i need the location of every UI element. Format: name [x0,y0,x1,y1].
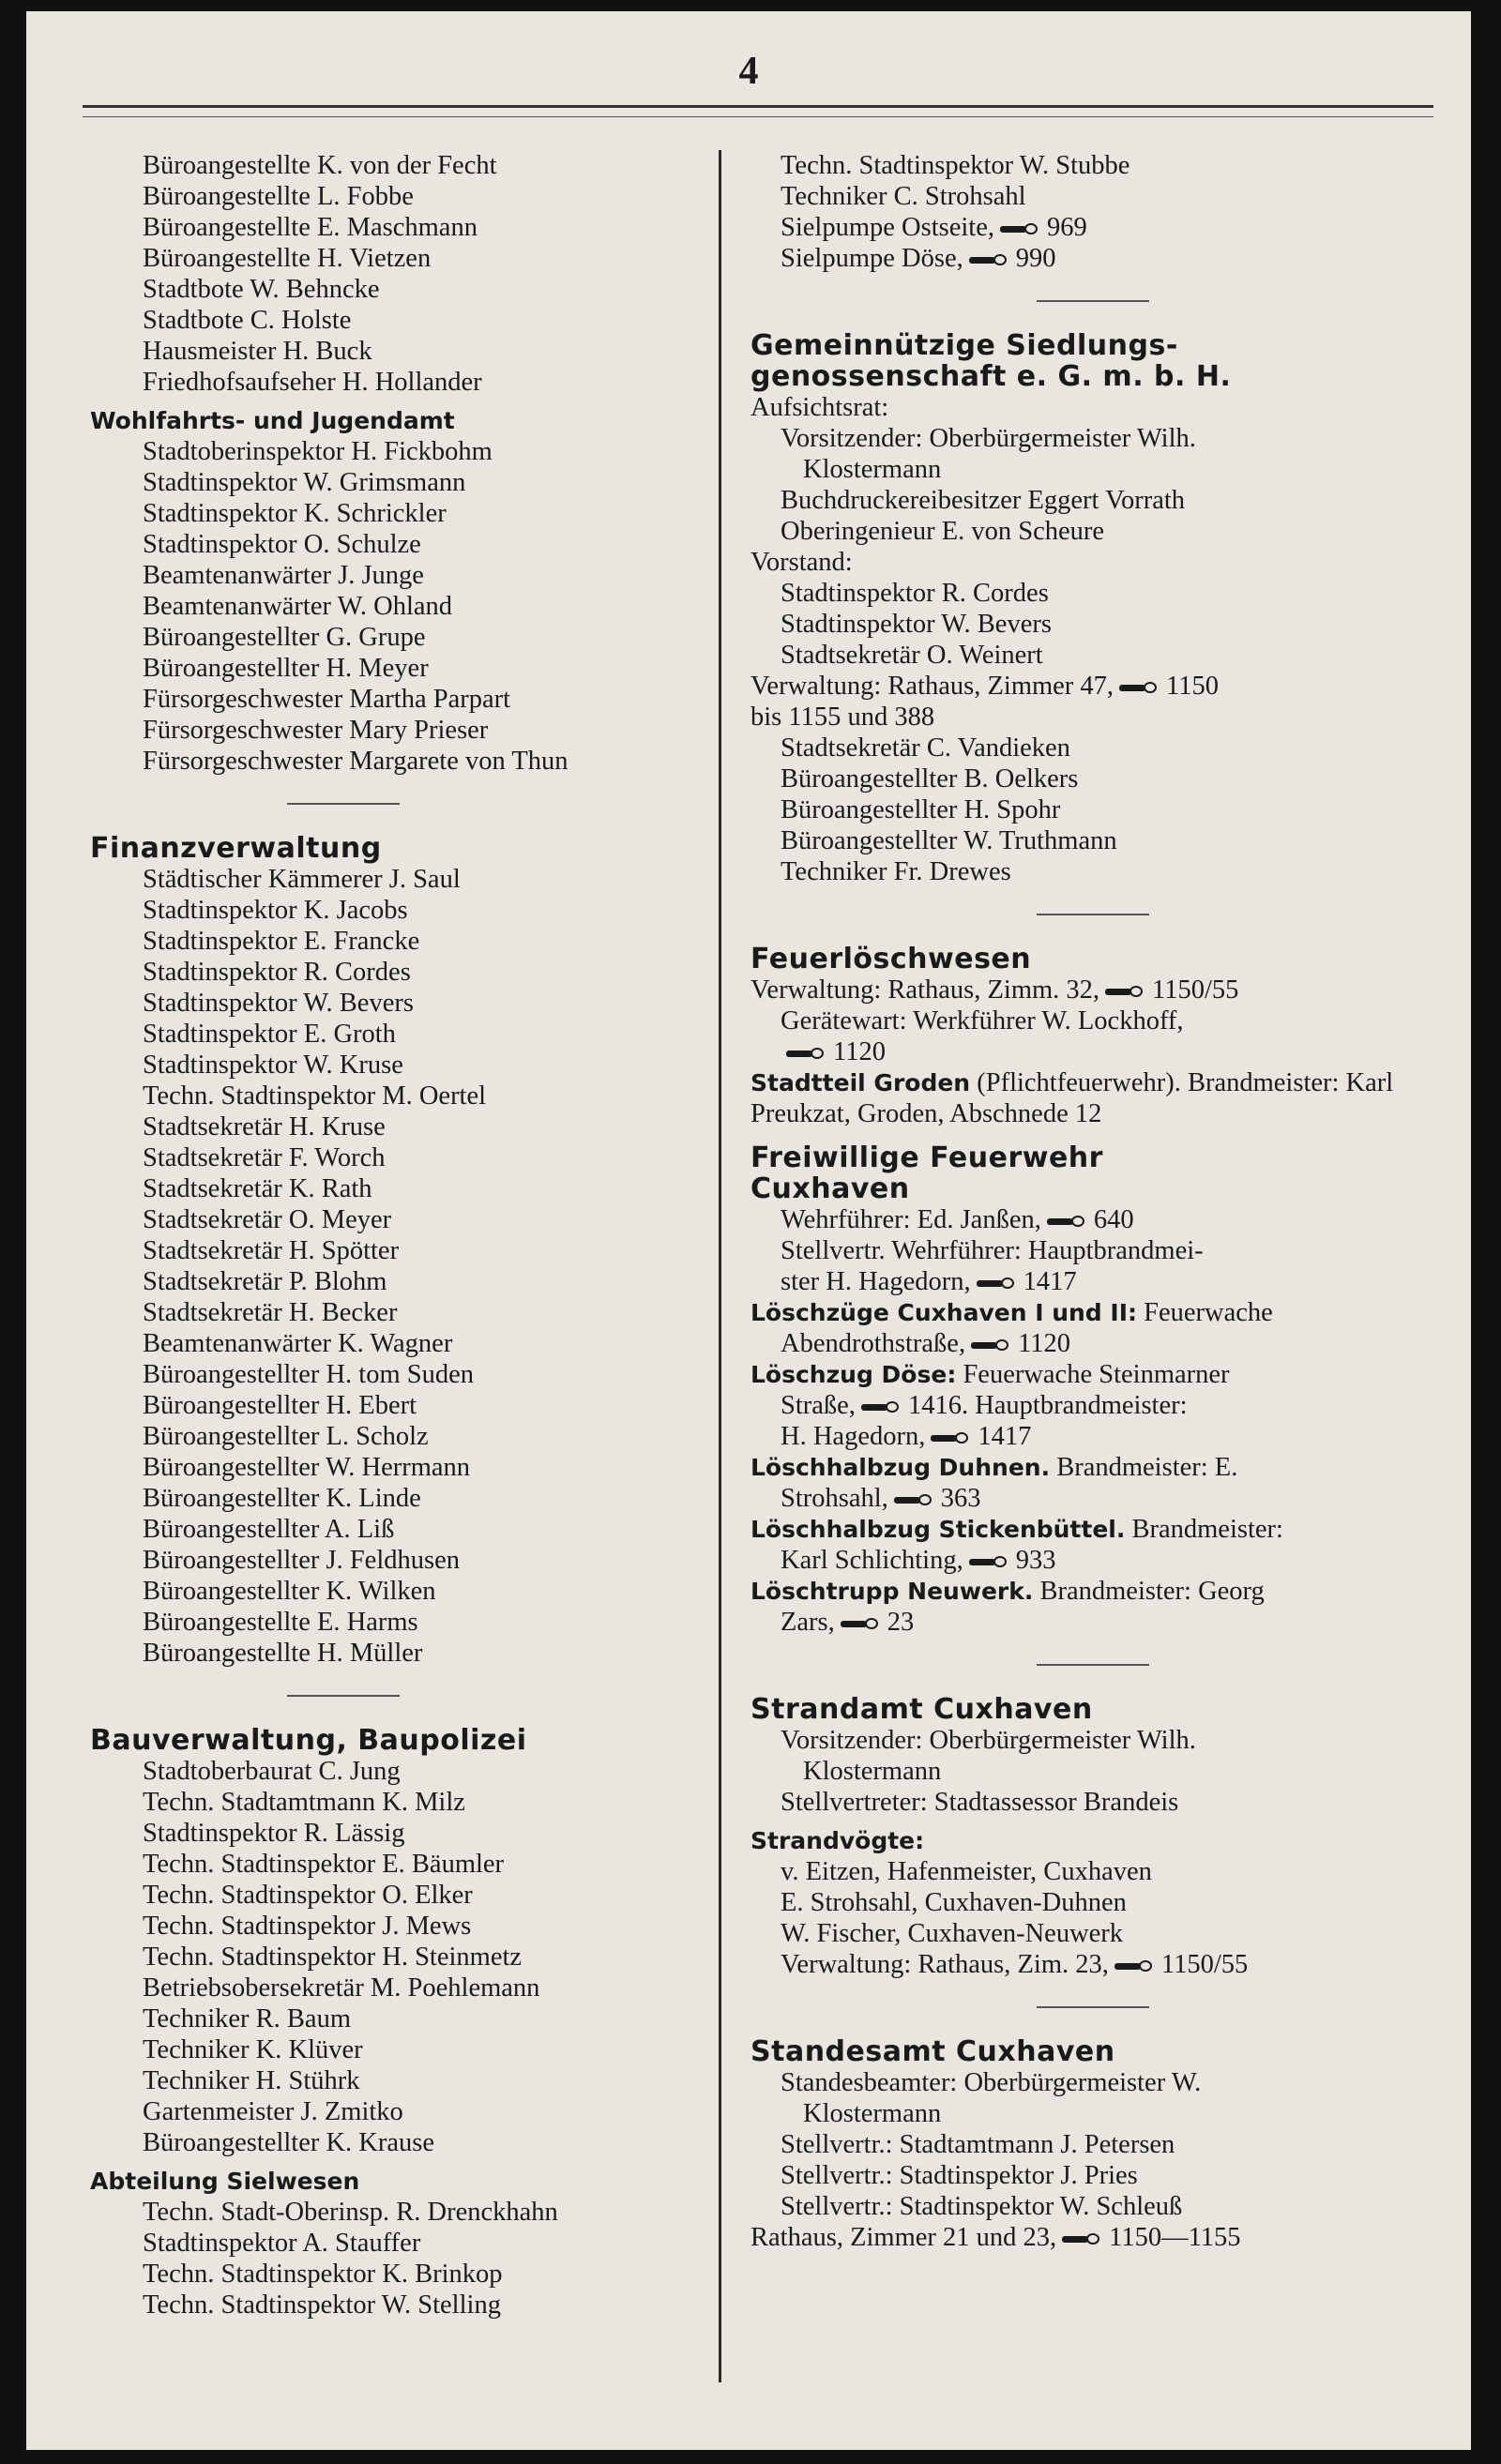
list-item: Techn. Stadtinspektor W. Stelling [143,2290,501,2320]
entry-text: Verwaltung: Rathaus, Zimm. 32, [750,975,1100,1005]
list-item: Klostermann [803,455,942,484]
entry-text: Strohsahl, [781,1484,888,1513]
entry-text: Verwaltung: Rathaus, Zimmer 47, [750,672,1114,701]
entry-text: Zars, [781,1608,835,1637]
list-item: Beamtenanwärter J. Junge [143,561,424,590]
phone-number: 363 [940,1484,981,1513]
list-item [750,1576,1435,1607]
list-item: Stadtinspektor R. Cordes [143,958,411,987]
section-separator [1037,300,1149,302]
telephone-icon [841,1618,882,1629]
list-item: Stellvertr. Wehrführer: Hauptbrandmei- [781,1236,1204,1265]
list-item: Techn. Stadtinspektor E. Bäumler [143,1850,505,1879]
list-item: Beamtenanwärter K. Wagner [143,1329,453,1358]
list-item: Friedhofsaufseher H. Hollander [143,368,482,397]
entry-label: Löschzug Döse: [750,1361,957,1388]
list-item: E. Strohsahl, Cuxhaven-Duhnen [781,1888,1127,1917]
list-item [750,1036,1435,1067]
section-heading-bau: Bauverwaltung, Baupolizei [90,1724,527,1757]
list-item [750,1607,1435,1638]
list-item: Stadtbote C. Holste [143,306,352,335]
entry-text: Karl Schlichting, [781,1546,963,1575]
telephone-icon [894,1494,935,1505]
list-item [750,2222,1435,2253]
entry-label: Löschhalbzug Duhnen. [750,1454,1051,1481]
list-item: Stellvertr.: Stadtinspektor J. Pries [781,2161,1138,2190]
list-item: Vorsitzender: Oberbürgermeister Wilh. [781,1726,1196,1755]
list-item: Stadtinspektor W. Grimsmann [143,468,466,497]
list-item: Stellvertr.: Stadtamtmann J. Petersen [781,2130,1175,2159]
list-item: Fürsorgeschwester Margarete von Thun [143,747,569,776]
telephone-icon [931,1432,972,1444]
list-item: Büroangestellter H. Spohr [781,795,1061,824]
list-item: Büroangestellter L. Scholz [143,1422,429,1451]
list-item [750,1204,1435,1235]
list-item [750,1514,1435,1545]
phone-number: 990 [1015,244,1056,273]
list-item [750,1452,1435,1483]
list-item [750,212,1435,243]
list-item: Hausmeister H. Buck [143,337,372,366]
entry-text: Straße, [781,1391,856,1420]
list-item: Stadtsekretär H. Becker [143,1298,398,1327]
list-item: Stadtsekretär H. Spötter [143,1236,400,1265]
list-item: Büroangestellte H. Vietzen [143,244,432,273]
list-item: Stadtinspektor K. Jacobs [143,896,408,925]
page-number: 4 [738,50,759,93]
list-item: bis 1155 und 388 [750,703,935,732]
phone-number: 1150/55 [1152,975,1239,1005]
telephone-icon [1062,2233,1103,2245]
section-separator [1037,1664,1149,1666]
entry-text: H. Hagedorn, [781,1422,926,1451]
list-item: Stadtsekretär F. Worch [143,1143,386,1172]
entry-text: Brandmeister: [1131,1515,1283,1544]
list-item [750,1266,1435,1297]
label-aufsichtsrat: Aufsichtsrat: [750,393,889,422]
list-item: Stadtbote W. Behncke [143,275,380,304]
list-item: Betriebsobersekretär M. Poehlemann [143,1973,540,2003]
list-item [750,671,1435,702]
entry-text: Sielpumpe Ostseite, [781,213,994,242]
list-item: Büroangestellter K. Linde [143,1484,421,1513]
telephone-icon [1000,223,1041,234]
column-divider [719,150,721,2382]
entry-text: Feuerwache Steinmarner [963,1360,1230,1389]
list-item [750,1359,1435,1390]
list-item: Stadtinspektor R. Lässig [143,1819,405,1848]
list-item: Stadtinspektor W. Bevers [143,989,414,1018]
list-item: Techniker K. Klüver [143,2035,363,2064]
list-item: v. Eitzen, Hafenmeister, Cuxhaven [781,1857,1152,1886]
section-heading-strandvoegte: Strandvögte: [750,1827,925,1854]
telephone-icon [1114,1960,1156,1972]
phone-number: 1120 [1018,1329,1071,1358]
phone-number: 1150 [1166,672,1219,701]
list-item: Techn. Stadtinspektor W. Stubbe [781,151,1130,180]
list-item [750,1949,1435,1980]
entry-label: Löschtrupp Neuwerk. [750,1578,1034,1605]
list-item: Stadtsekretär C. Vandieken [781,733,1070,763]
left-column [90,150,709,2320]
list-item: Buchdruckereibesitzer Eggert Vorrath [781,486,1186,515]
list-item: Vorsitzender: Oberbürgermeister Wilh. [781,424,1196,453]
list-item: Stadtinspektor R. Cordes [781,579,1049,608]
list-item: Stellvertr.: Stadtinspektor W. Schleuß [781,2192,1183,2221]
telephone-icon [977,1277,1018,1289]
list-item: Stadtinspektor W. Kruse [143,1051,403,1080]
list-item [750,975,1435,1005]
telephone-icon [1105,986,1146,997]
header-rule-thin [83,116,1433,117]
list-item: Stadtinspektor E. Groth [143,1020,396,1049]
list-item: W. Fischer, Cuxhaven-Neuwerk [781,1919,1124,1948]
list-item: Büroangestellter W. Herrmann [143,1453,471,1482]
section-separator [1037,2006,1149,2008]
list-item: Techn. Stadtinspektor J. Mews [143,1912,472,1941]
list-item [750,1328,1435,1359]
entry-text: Brandmeister: Georg [1039,1577,1265,1606]
entry-text: Wehrführer: Ed. Janßen, [781,1205,1041,1234]
phone-number: 640 [1093,1205,1134,1234]
entry-label: Stadtteil Groden [750,1069,971,1096]
list-item: Techniker R. Baum [143,2004,351,2033]
entry-text: Brandmeister: E. [1056,1453,1238,1482]
list-item: Oberingenieur E. von Scheure [781,517,1105,546]
list-item: Klostermann [803,1757,942,1786]
list-item: Büroangestellte H. Müller [143,1639,423,1668]
telephone-icon [969,1556,1010,1567]
list-item: Büroangestellter H. tom Suden [143,1360,475,1389]
list-item [750,1483,1435,1514]
section-heading-ff: Freiwillige Feuerwehr [750,1141,1103,1174]
list-item: Beamtenanwärter W. Ohland [143,592,453,621]
section-heading-ff-cont: Cuxhaven [750,1172,910,1205]
list-item: Techniker H. Stührk [143,2066,360,2095]
list-item: Büroangestellte K. von der Fecht [143,151,497,180]
section-separator [287,803,400,805]
phone-number: 1417 [1023,1267,1077,1296]
label-vorstand: Vorstand: [750,548,853,577]
list-item: Techn. Stadtamtmann K. Milz [143,1788,465,1817]
document-page [26,11,1471,2450]
list-item: Techn. Stadtinspektor M. Oertel [143,1081,487,1111]
entry-text: Abendrothstraße, [781,1329,966,1358]
right-column [750,150,1435,2253]
telephone-icon [971,1339,1012,1351]
list-item: Stellvertreter: Stadtassessor Brandeis [781,1788,1179,1817]
list-item [750,1421,1435,1452]
phone-number: 1150/55 [1160,1950,1249,1979]
list-item: Stadtinspektor E. Francke [143,927,420,956]
section-separator [1037,914,1149,915]
list-item: Fürsorgeschwester Martha Parpart [143,685,511,714]
telephone-icon [969,254,1010,265]
list-item: Büroangestellter J. Feldhusen [143,1546,460,1575]
entry-text: ster H. Hagedorn, [781,1267,971,1296]
list-item: Büroangestellter K. Krause [143,2128,435,2157]
list-item: Büroangestellter A. Liß [143,1515,395,1544]
entry-label: Löschhalbzug Stickenbüttel. [750,1516,1126,1543]
list-item: Techn. Stadtinspektor H. Steinmetz [143,1942,523,1972]
list-item: Büroangestellte L. Fobbe [143,182,414,211]
list-item: Büroangestellter H. Ebert [143,1391,417,1420]
section-heading-wohlfahrt: Wohlfahrts- und Jugendamt [90,407,455,434]
entry-text: Hauptbrandmeister: [975,1391,1188,1420]
list-item: Stadtsekretär O. Meyer [143,1205,392,1234]
phone-number: 1120 [833,1037,886,1066]
section-separator [287,1695,400,1697]
list-item: Büroangestellter W. Truthmann [781,826,1117,855]
list-item: Städtischer Kämmerer J. Saul [143,865,461,894]
phone-number: 23 [887,1608,915,1637]
section-heading-siedlung-cont: genossenschaft e. G. m. b. H. [750,360,1232,393]
list-item: Stadtinspektor A. Stauffer [143,2229,421,2258]
list-item [750,243,1435,274]
list-item: Büroangestellter K. Wilken [143,1577,436,1606]
list-item: Stadtinspektor O. Schulze [143,530,421,559]
section-heading-sielwesen: Abteilung Sielwesen [90,2168,360,2195]
list-item: Techniker C. Strohsahl [781,182,1026,211]
list-item [750,1067,1407,1129]
list-item: Techn. Stadtinspektor K. Brinkop [143,2260,503,2289]
list-item: Standesbeamter: Oberbürgermeister W. [781,2068,1202,2097]
telephone-icon [1047,1216,1088,1227]
phone-number: 1417 [978,1422,1032,1451]
entry-text: Rathaus, Zimmer 21 und 23, [750,2223,1057,2252]
list-item: Gerätewart: Werkführer W. Lockhoff, [781,1006,1184,1035]
list-item: Stadtsekretär H. Kruse [143,1112,386,1141]
list-item: Büroangestellte E. Maschmann [143,213,478,242]
section-heading-finanz: Finanzverwaltung [90,832,382,865]
list-item: Fürsorgeschwester Mary Prieser [143,716,489,745]
entry-text: Verwaltung: Rathaus, Zim. 23, [781,1950,1109,1979]
phone-number: 933 [1015,1546,1056,1575]
section-heading-feuer: Feuerlöschwesen [750,943,1032,975]
list-item: Gartenmeister J. Zmitko [143,2097,403,2126]
list-item: Stadtsekretär K. Rath [143,1174,372,1203]
section-heading-strandamt: Strandamt Cuxhaven [750,1693,1093,1726]
entry-label: Löschzüge Cuxhaven I und II: [750,1299,1137,1326]
list-item: Stadtinspektor W. Bevers [781,610,1052,639]
list-item: Techn. Stadtinspektor O. Elker [143,1881,473,1910]
list-item: Stadtoberinspektor H. Fickbohm [143,437,493,466]
list-item: Büroangestellte E. Harms [143,1608,418,1637]
list-item: Büroangestellter H. Meyer [143,654,429,683]
telephone-icon [786,1048,827,1059]
telephone-icon [861,1401,902,1413]
list-item: Büroangestellter G. Grupe [143,623,426,652]
phone-number: 969 [1046,213,1087,242]
list-item: Klostermann [803,2099,942,2128]
list-item: Stadtinspektor K. Schrickler [143,499,447,528]
header-rule [83,105,1433,108]
phone-number: 1150—1155 [1109,2223,1241,2252]
list-item: Büroangestellter B. Oelkers [781,764,1079,794]
entry-text: (Pflichtfeuerwehr). Brandmeister: Karl Preukzat, Groden, Abschnede 12 [750,1068,1394,1128]
entry-text: Feuerwache [1144,1298,1273,1327]
section-heading-standesamt: Standesamt Cuxhaven [750,2035,1115,2068]
list-item: Stadtoberbaurat C. Jung [143,1757,401,1786]
phone-number: 1416. [907,1391,969,1420]
list-item: Stadtsekretär P. Blohm [143,1267,387,1296]
entry-text: Sielpumpe Döse, [781,244,963,273]
list-item [750,1390,1435,1421]
list-item: Techn. Stadt-Oberinsp. R. Drenckhahn [143,2198,558,2227]
list-item [750,1545,1435,1576]
list-item [750,1297,1435,1328]
list-item: Techniker Fr. Drewes [781,857,1011,886]
section-heading-siedlung: Gemeinnützige Siedlungs- [750,329,1178,362]
list-item: Stadtsekretär O. Weinert [781,641,1043,670]
telephone-icon [1119,682,1160,693]
